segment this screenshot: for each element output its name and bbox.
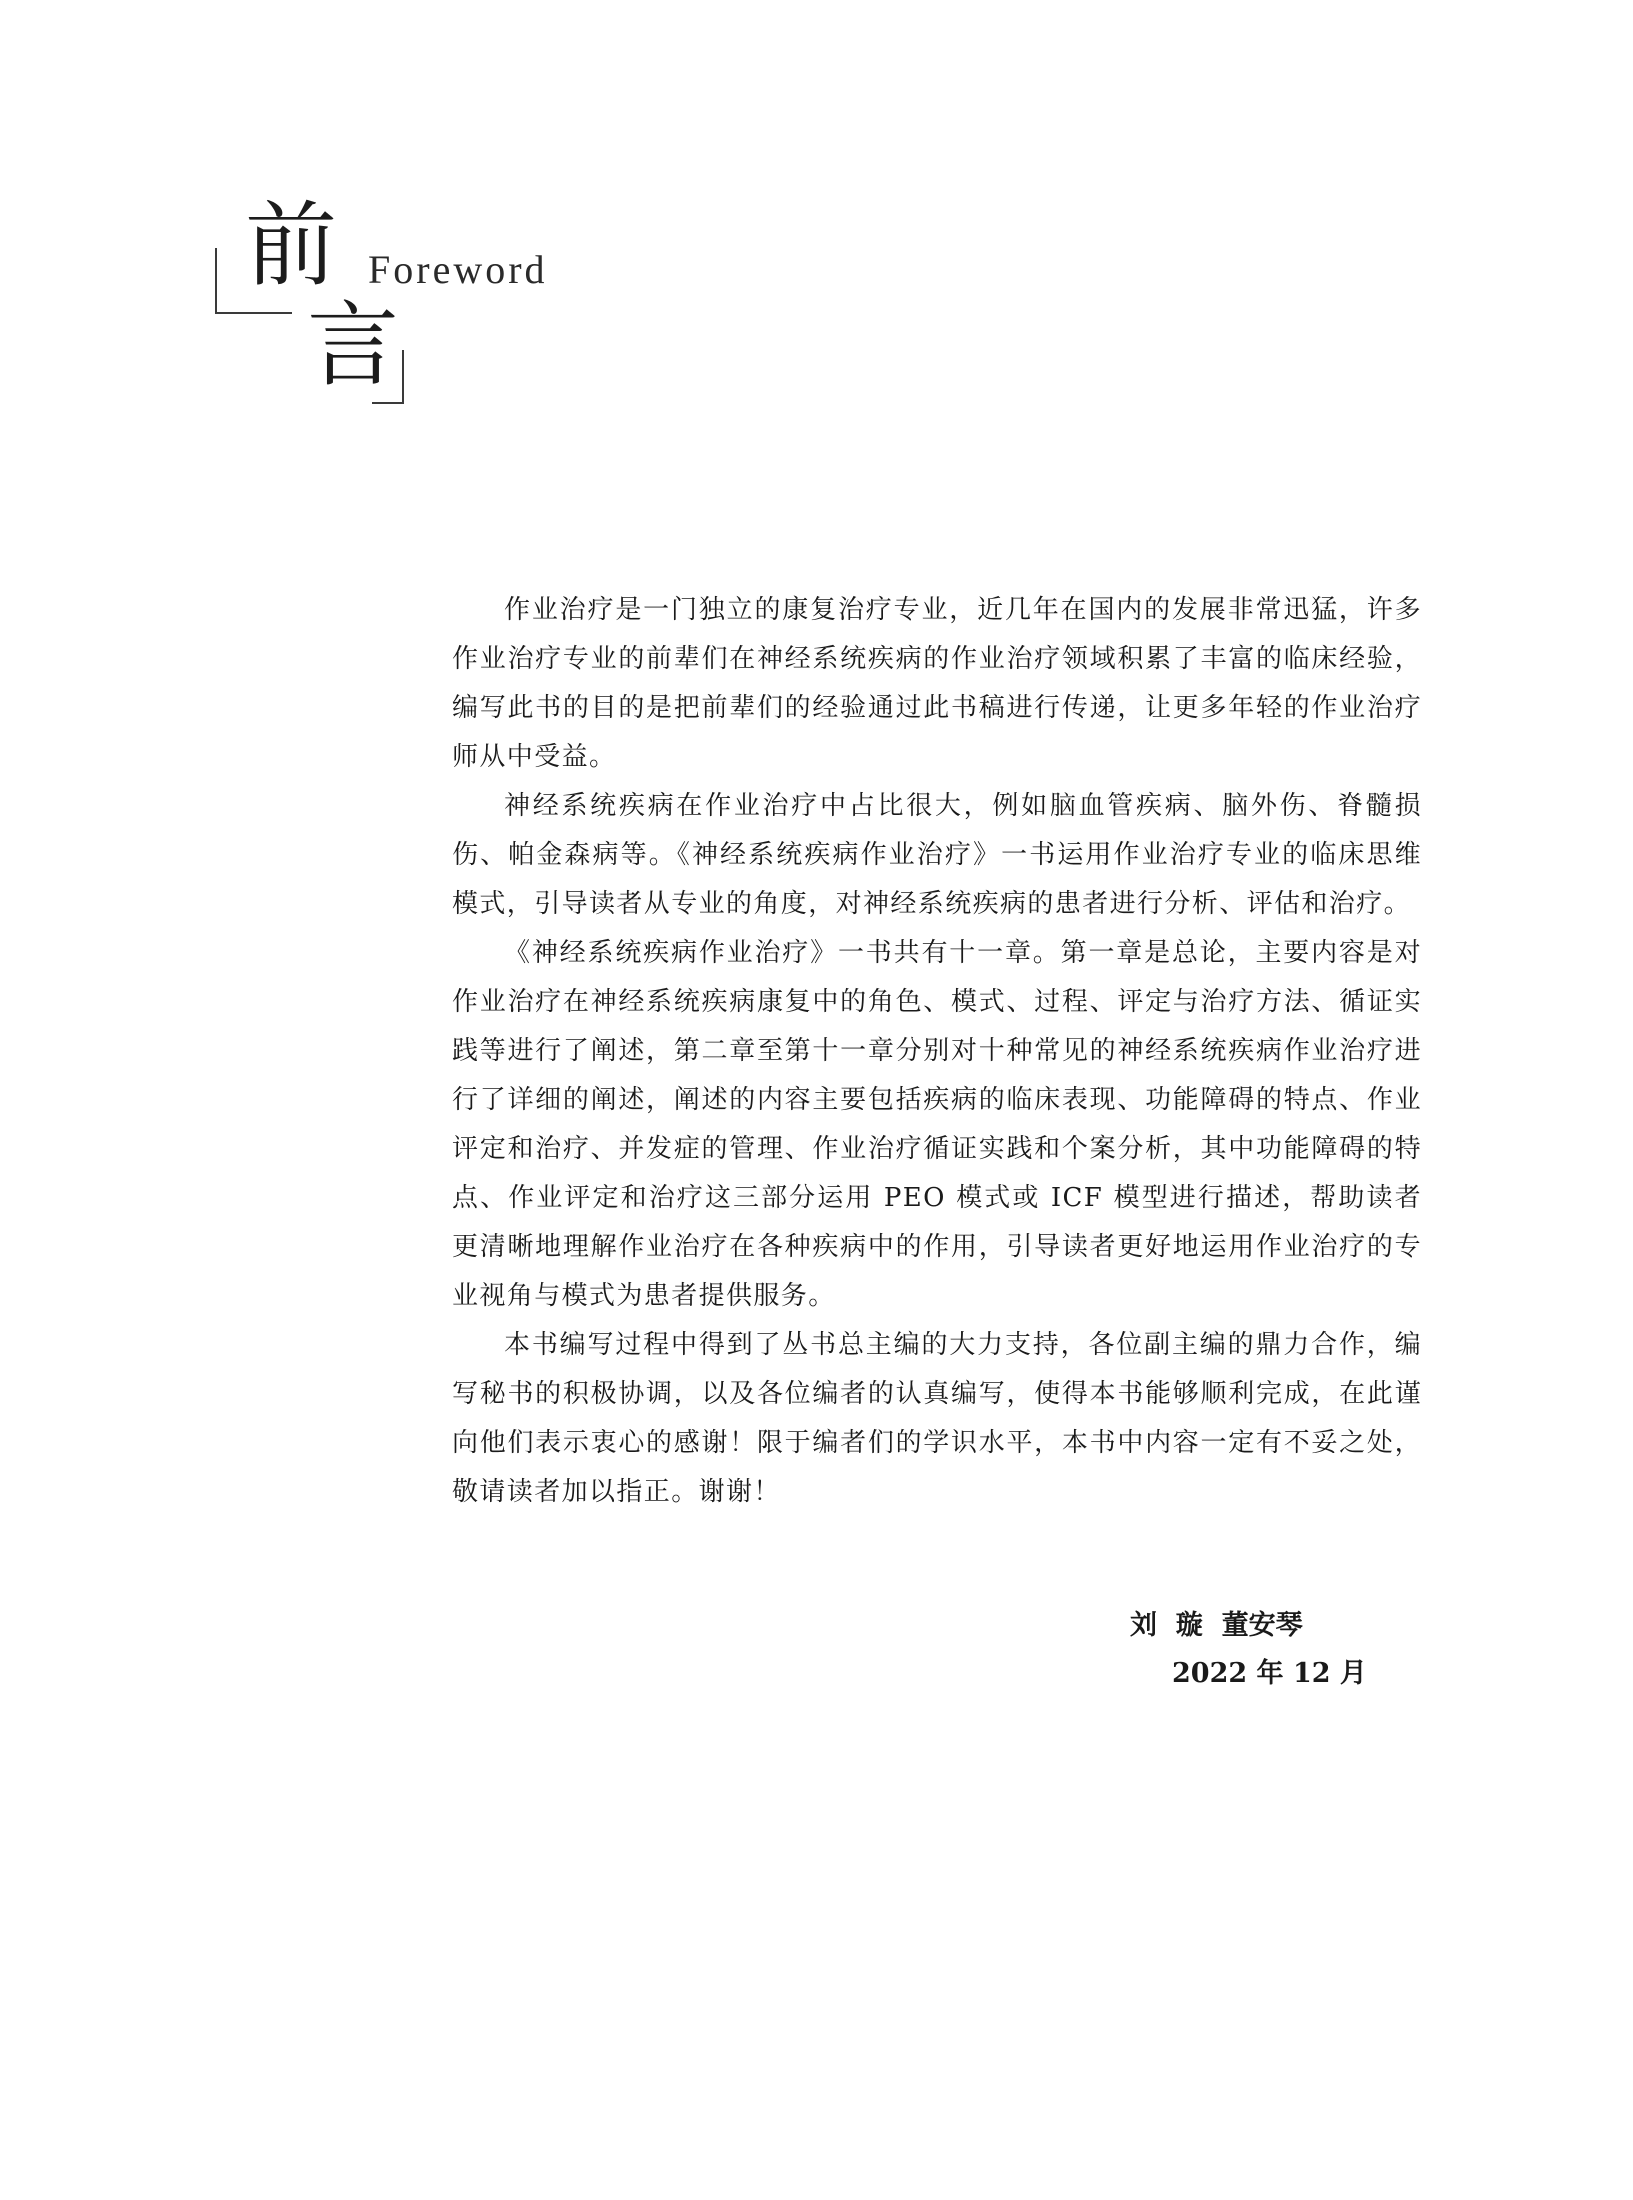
title-char-yan: 言	[307, 292, 400, 399]
paragraph-3: 《神经系统疾病作业治疗》一书共有十一章。第一章是总论，主要内容是对作业治疗在神经系统疾病康复中的角色、模式、过程、评定与治疗方法、循证实践等进行了阐述，第二章至第十一章分别对十种常见的神经系统疾病作业治疗进行了详细的阐述，阐述的内容主要包括疾病的临床表现、功能障碍的特点、作业评定和治疗、并发症的管理、作业治疗循证实践和个案分析，其中功能障碍的特点、作业评定和治疗这三部分运用 PEO 模式或 ICF 模型进行描述，帮助读者更清晰地理解作业治疗在各种疾病中的作用，引导读者更好地运用作业治疗的专业视角与模式为患者提供服务。	[452, 938, 1422, 1311]
signature-block	[1130, 1602, 1410, 1698]
paragraph-1: 作业治疗是一门独立的康复治疗专业，近几年在国内的发展非常迅猛，许多作业治疗专业的前辈们在神经系统疾病的作业治疗领域积累了丰富的临床经验，编写此书的目的是把前辈们的经验通过此书稿进行传递，让更多年轻的作业治疗师从中受益。	[452, 595, 1422, 772]
title-english: Foreword	[368, 247, 548, 292]
signature-authors: 刘 璇 董安琴	[1130, 1610, 1303, 1641]
signature-date: 2022 年 12 月	[1172, 1658, 1367, 1689]
title-char-qian: 前	[245, 192, 338, 299]
paragraph-2: 神经系统疾病在作业治疗中占比很大，例如脑血管疾病、脑外伤、脊髓损伤、帕金森病等。《神经系统疾病作业治疗》一书运用作业治疗专业的临床思维模式，引导读者从专业的角度，对神经系统疾病的患者进行分析、评估和治疗。	[452, 791, 1422, 919]
foreword-body	[452, 586, 1422, 1517]
foreword-heading	[0, 0, 700, 420]
paragraph-4: 本书编写过程中得到了丛书总主编的大力支持，各位副主编的鼎力合作，编写秘书的积极协调，以及各位编者的认真编写，使得本书能够顺利完成，在此谨向他们表示衷心的感谢！限于编者们的学识水平，本书中内容一定有不妥之处，敬请读者加以指正。谢谢！	[452, 1330, 1422, 1507]
right-bracket-decoration	[372, 350, 404, 404]
